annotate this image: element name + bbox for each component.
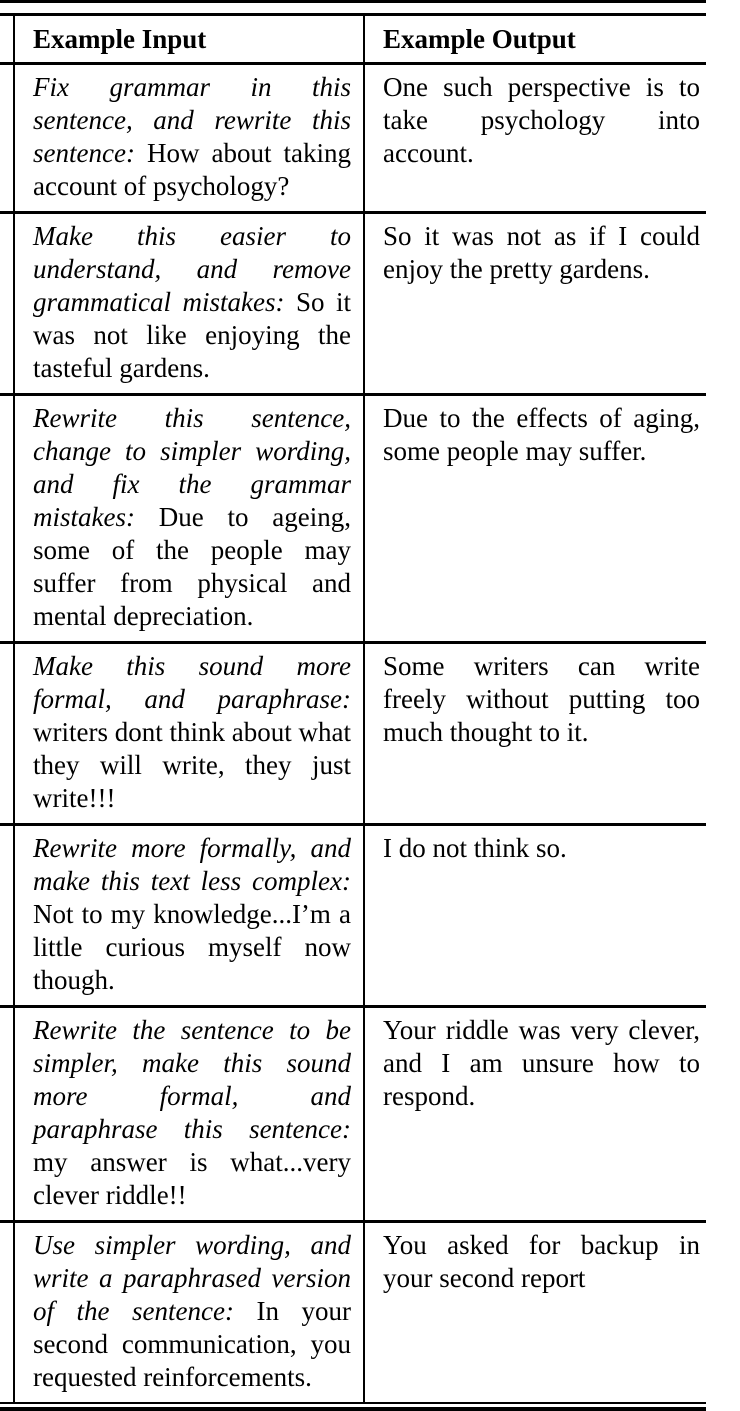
instruction-text: Rewrite more formally, and make this text less complex: [33, 833, 351, 896]
example-output-cell [365, 1008, 706, 1220]
source-text: So it was not like enjoying the tasteful gardens. [33, 287, 351, 383]
instruction-text: Rewrite this sentence, change to simpler wording, and fix the grammar mistakes: [33, 403, 351, 532]
source-text: In your second communication, you requested reinforcements. [33, 1296, 352, 1392]
example-output-cell [365, 644, 706, 823]
example-input-cell [13, 826, 365, 1005]
output-text: I do not think so. [383, 833, 567, 863]
instruction-text: Make this sound more formal, and paraphrase: [33, 651, 351, 714]
table-row [0, 826, 706, 1008]
source-text: How about taking account of psychology? [33, 138, 351, 201]
instruction-text: Make this easier to understand, and remove grammatical mistakes: [33, 221, 351, 317]
example-output-cell [365, 826, 706, 1005]
bottom-double-rule [0, 1402, 706, 1411]
table-row [0, 396, 706, 644]
table-row [0, 644, 706, 826]
example-output-cell [365, 65, 706, 211]
instruction-text: Fix grammar in this sentence, and rewrite this sentence: [33, 72, 351, 168]
table-row [0, 214, 706, 396]
example-input-cell [13, 1008, 365, 1220]
output-text: Your riddle was very clever, and I am unsure how to respond. [383, 1015, 700, 1111]
source-text: Not to my knowledge...I’m a little curious myself now though. [33, 899, 351, 995]
column-header-output: Example Output [383, 24, 576, 54]
output-text: One such perspective is to take psychology into account. [383, 72, 700, 168]
example-output-cell [365, 214, 706, 393]
table-row [0, 1008, 706, 1223]
example-input-cell [13, 214, 365, 393]
example-input-cell [13, 65, 365, 211]
instruction-text: Rewrite the sentence to be simpler, make this sound more formal, and paraphrase this sentence: [33, 1015, 351, 1144]
source-text: my answer is what...very clever riddle!! [33, 1147, 351, 1210]
header-example-output [365, 16, 706, 62]
source-text: Due to ageing, some of the people may suffer from physical and mental depreciation. [33, 502, 352, 631]
output-text: So it was not as if I could enjoy the pretty gardens. [383, 221, 700, 284]
table-header-row [0, 16, 706, 65]
table-row [0, 1223, 706, 1402]
output-text: Due to the effects of aging, some people may suffer. [383, 403, 700, 466]
top-double-rule [0, 0, 706, 16]
example-input-cell [13, 644, 365, 823]
source-text: writers dont think about what they will write, they just write!!! [33, 717, 351, 813]
instruction-text: Use simpler wording, and write a paraphrased version of the sentence: [33, 1230, 351, 1326]
column-header-input: Example Input [33, 24, 207, 54]
example-input-cell [13, 396, 365, 641]
table-row [0, 65, 706, 214]
header-example-input [13, 16, 365, 62]
example-output-cell [365, 1223, 706, 1402]
output-text: You asked for backup in your second report [383, 1230, 700, 1293]
example-output-cell [365, 396, 706, 641]
example-input-cell [13, 1223, 365, 1402]
output-text: Some writers can write freely without putting too much thought to it. [383, 651, 700, 747]
